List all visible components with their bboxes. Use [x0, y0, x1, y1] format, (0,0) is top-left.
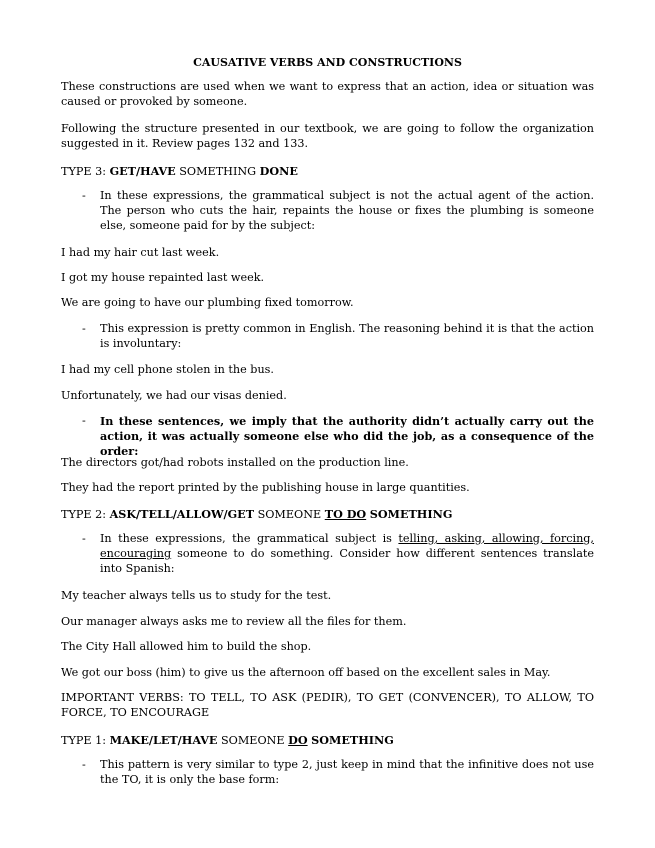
- type2-object: SOMEONE: [257, 508, 322, 521]
- type2-bullet-verbs: telling, asking, allowing, forcing, encouraging: [100, 532, 594, 560]
- type3-example-2: I got my house repainted last week.: [61, 271, 265, 284]
- type3-example-4: I had my cell phone stolen in the bus.: [61, 363, 274, 376]
- type2-example-1: My teacher always tells us to study for the test.: [61, 589, 332, 602]
- type2-bullet-1: [100, 532, 594, 576]
- type3-prefix: TYPE 3:: [61, 165, 106, 178]
- type3-bullet-2: This expression is pretty common in English. The reasoning behind it is that the action is involuntary:: [100, 322, 594, 350]
- bullet-dash: -: [82, 414, 86, 427]
- type1-verbs: MAKE/LET/HAVE: [109, 733, 218, 747]
- bullet-dash: -: [82, 189, 86, 202]
- type2-prefix: TYPE 2:: [61, 508, 106, 521]
- type2-important-verbs: IMPORTANT VERBS: TO TELL, TO ASK (PEDIR), TO GET (CONVENCER), TO ALLOW, TO FORCE, TO ENCOURAGE: [61, 691, 594, 719]
- intro-paragraph-1: These constructions are used when we want to express that an action, idea or situation was caused or provoked by someone.: [61, 80, 594, 108]
- type2-bullet-post: someone to do something. Consider how different sentences translate into Spanish:: [100, 546, 595, 575]
- page-title: CAUSATIVE VERBS AND CONSTRUCTIONS: [193, 56, 462, 69]
- type2-thing: SOMETHING: [369, 507, 453, 521]
- type3-bullet-3: In these sentences, we imply that the authority didn’t actually carry out the action, it was actually someone else who did the job, as a consequence of the order:: [100, 414, 594, 458]
- type3-example-5: Unfortunately, we had our visas denied.: [61, 389, 287, 402]
- type2-verbs: ASK/TELL/ALLOW/GET: [109, 507, 255, 521]
- type2-example-2: Our manager always asks me to review all the files for them.: [61, 615, 407, 628]
- bullet-dash: -: [82, 322, 86, 335]
- intro-paragraph-2: Following the structure presented in our textbook, we are going to follow the organization suggested in it. Review pages 132 and 133.: [61, 122, 594, 150]
- type1-prefix: TYPE 1:: [61, 734, 106, 747]
- type1-bullet-1: This pattern is very similar to type 2, just keep in mind that the infinitive does not use the TO, it is only the base form:: [100, 758, 594, 786]
- type3-heading: [61, 164, 594, 180]
- type2-example-3: The City Hall allowed him to build the shop.: [61, 640, 312, 653]
- type2-heading: [61, 507, 594, 523]
- type3-bullet-1: In these expressions, the grammatical subject is not the actual agent of the action. The person who cuts the hair, repaints the house or fixes the plumbing is someone else, someone paid for by the subject:: [100, 189, 594, 232]
- bullet-dash: -: [82, 758, 86, 771]
- type3-participle: DONE: [259, 164, 298, 178]
- type3-example-7: They had the report printed by the publishing house in large quantities.: [61, 481, 470, 494]
- type1-heading: [61, 733, 594, 749]
- type2-bullet-pre: In these expressions, the grammatical subject is: [100, 532, 392, 545]
- type3-example-6: The directors got/had robots installed on the production line.: [61, 456, 409, 469]
- type1-base-verb: DO: [288, 733, 308, 747]
- bullet-dash: -: [82, 532, 86, 545]
- type2-infinitive: TO DO: [324, 507, 367, 521]
- type3-example-3: We are going to have our plumbing fixed tomorrow.: [61, 296, 354, 309]
- type3-object: SOMETHING: [179, 165, 257, 178]
- type1-object: SOMEONE: [220, 734, 285, 747]
- type3-example-1: I had my hair cut last week.: [61, 246, 220, 259]
- type3-verbs: GET/HAVE: [109, 164, 176, 178]
- type1-thing: SOMETHING: [311, 733, 394, 747]
- type2-example-4: We got our boss (him) to give us the afternoon off based on the excellent sales in May.: [61, 666, 551, 679]
